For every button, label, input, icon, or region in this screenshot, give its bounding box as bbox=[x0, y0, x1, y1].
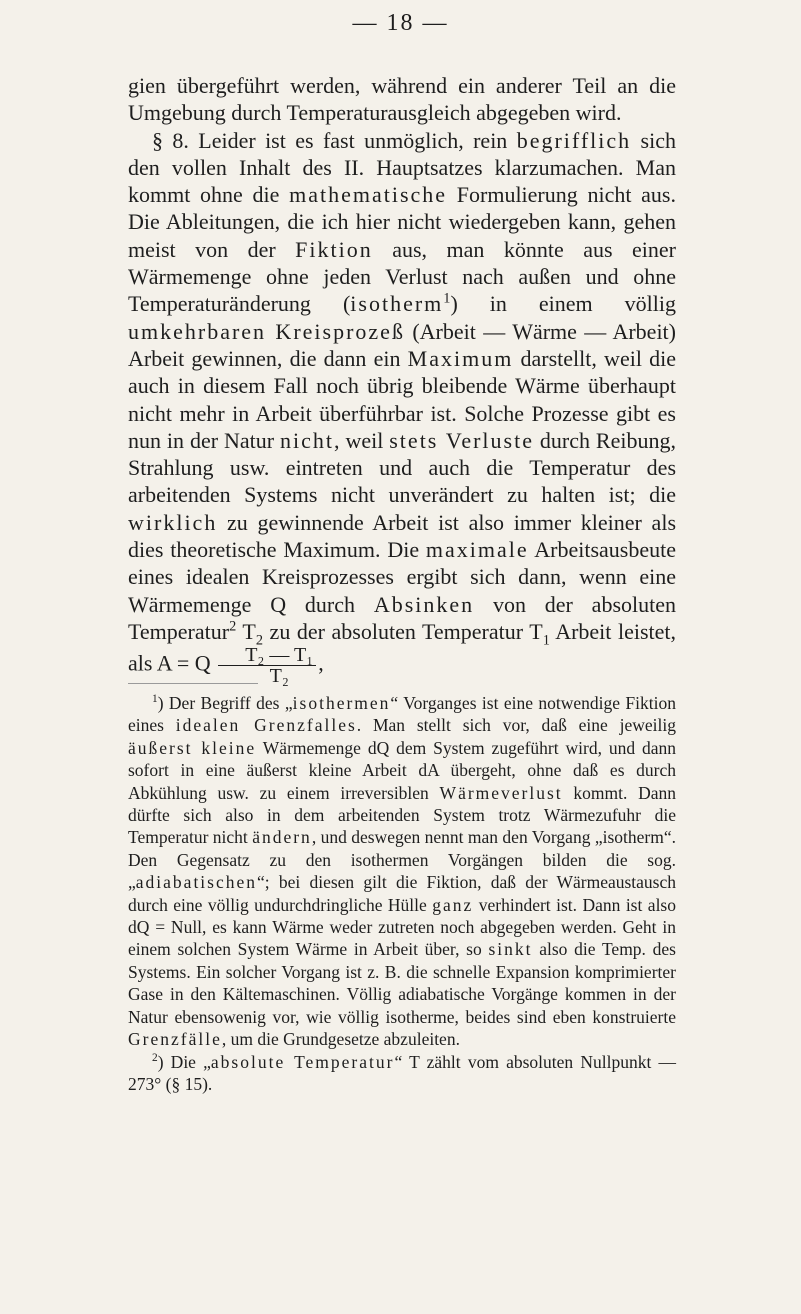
emphasis: isotherm bbox=[350, 291, 444, 317]
emphasis: begrifflich bbox=[516, 127, 632, 153]
emphasis: Grenzfälle bbox=[128, 1029, 222, 1050]
footnote-2: $^2$) Die „absolute Temperatur“ T zählt vom absoluten Nullpunkt — 273° (§ 15). bbox=[128, 1051, 676, 1094]
emphasis: maximale bbox=[425, 537, 529, 563]
emphasis: stets Verluste bbox=[389, 427, 534, 453]
emphasis: umkehrbaren Kreisprozeß bbox=[128, 318, 405, 344]
footnote-ref: 1 bbox=[443, 291, 451, 308]
main-text bbox=[128, 72, 676, 686]
emphasis: ändern bbox=[252, 827, 312, 848]
footnote-ref: 2 bbox=[229, 618, 237, 635]
emphasis: sinkt bbox=[488, 939, 533, 960]
paragraph-continuation: gien übergeführt werden, während ein anderer Teil an die Umgebung durch Temperaturausgleich abgegeben wird. bbox=[128, 73, 676, 126]
footnotes bbox=[128, 692, 676, 1095]
formula-fraction bbox=[218, 645, 316, 686]
footnote-mark: 2 bbox=[152, 1051, 158, 1064]
emphasis: idealen Grenzfalles bbox=[175, 715, 357, 736]
emphasis: adiabatischen bbox=[135, 872, 258, 893]
emphasis: Fiktion bbox=[295, 236, 373, 262]
emphasis: mathematische bbox=[289, 182, 448, 208]
emphasis: Maximum bbox=[407, 345, 514, 371]
emphasis: äußerst kleine bbox=[128, 737, 257, 758]
page-number: — 18 — bbox=[352, 10, 449, 36]
footnote-separator bbox=[128, 683, 258, 684]
footnote-1: $^1$) Der Begriff des „isothermen“ Vorganges ist eine notwendige Fiktion eines idealen Grenzfalles. Man stellt sich vor, daß eine jeweilig äußerst kleine Wärmemenge dQ dem System zugeführt wird, und dann sofort in eine äußerst kleine Arbeit dA übergeht, ohne daß es durch Abkühlung usw. zu einem irreversiblen Wärmeverlust kommt. Dann dürfte sich also in dem arbeitenden System trotz Wärmezufuhr die Temperatur nicht ändern, und deswegen nennt man den Vorgang „isotherm“. Den Gegensatz zu den isothermen Vorgängen bilden die sog. „adiabatischen“; bei diesen gilt die Fiktion, daß der Wärmeaustausch durch eine völlig undurchdringliche Hülle ganz verhindert ist. Dann ist also dQ = Null, es kann Wärme weder zutreten noch abgegeben werden. Geht in einem solchen System Wärme in Arbeit über, so sinkt also die Temp. des Systems. Ein solcher Vorgang ist z. B. die schnelle Expansion komprimierter Gase in den Kältemaschinen. Völlig adiabatische Vorgänge kommen in der Natur ebensowenig vor, wie völlig isotherme, beides sind eben konstruierte Grenzfälle, um die Grundgesetze abzuleiten. bbox=[128, 693, 677, 1050]
emphasis: isothermen bbox=[292, 693, 391, 713]
emphasis: Wärmeverlust bbox=[439, 782, 563, 803]
emphasis: nicht bbox=[280, 427, 335, 453]
emphasis: ganz bbox=[432, 894, 474, 915]
paragraph-section-8: § 8. Leider ist es fast unmöglich, rein begrifflich sich den vollen Inhalt des II. Hauptsatzes klarzumachen. Man kommt ohne die mathematische Formulierung nicht aus. Die Ableitungen, die ich hier nicht wiedergeben kann, gehen meist von der Fiktion aus, man könnte aus einer Wärmemenge ohne jeden Verlust nach außen und ohne Temperaturänderung (isotherm$^1$) in einem völlig umkehrbaren Kreisprozeß (Arbeit — Wärme — Arbeit) Arbeit gewinnen, die dann ein Maximum darstellt, weil die auch in diesem Fall noch übrig bleibende Wärme überhaupt nicht mehr in Arbeit überführbar ist. Solche Prozesse gibt es nun in der Natur nicht, weil stets Verluste durch Reibung, Strahlung usw. eintreten und auch die Temperatur des arbeitenden Systems nicht unverändert zu halten ist; die wirklich zu gewinnende Arbeit ist also immer kleiner als dies theoretische Maximum. Die maximale Arbeitsausbeute eines idealen Kreisprozesses ergibt sich dann, wenn eine Wärmemenge Q durch Absinken von der absoluten Temperatur$^2$ $T_2$ zu der absoluten Temperatur $T_1$ Arbeit leistet, als A = Q $\frac{\text{T₂ — T₁}}{\text{T₂}}$ , bbox=[128, 127, 677, 688]
emphasis: wirklich bbox=[128, 509, 218, 535]
emphasis: Absinken bbox=[373, 591, 475, 617]
section-number: § 8. bbox=[152, 127, 189, 153]
emphasis: absolute Temperatur bbox=[210, 1051, 395, 1072]
footnote-mark: 1 bbox=[152, 693, 158, 706]
fraction-denominator: T₂ bbox=[269, 665, 289, 688]
fraction-numerator: T₂ — T₁ bbox=[218, 645, 316, 666]
